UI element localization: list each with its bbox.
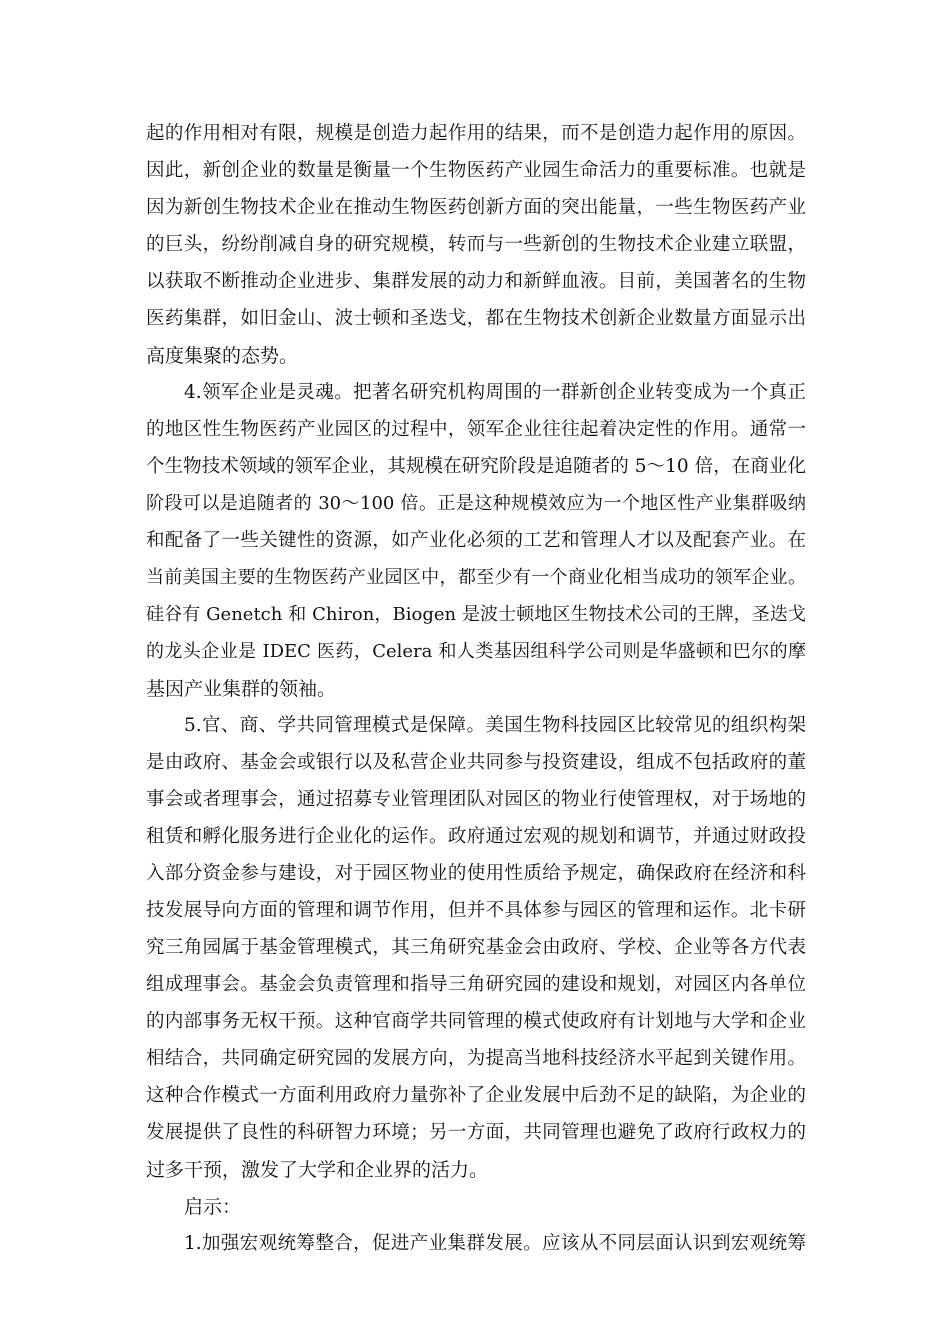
- text-line: 究三角园属于基金管理模式，其三角研究基金会由政府、学校、企业等各方代表: [146, 937, 806, 958]
- text-line: 发展提供了良性的科研智力环境；另一方面，共同管理也避免了政府行政权力的: [146, 1122, 806, 1143]
- text-line: 的内部事务无权干预。这种官商学共同管理的模式使政府有计划地与大学和企业: [146, 1011, 806, 1032]
- text-line: 个生物技术领域的领军企业，其规模在研究阶段是追随者的 5～10 倍，在商业化: [146, 456, 806, 477]
- text-line: 硅谷有 Genetch 和 Chiron，Biogen 是波士顿地区生物技术公司的王牌，圣迭戈: [146, 604, 806, 625]
- text-line: 起的作用相对有限，规模是创造力起作用的结果，而不是创造力起作用的原因。: [146, 123, 806, 144]
- paragraph-heading-line: 4.领军企业是灵魂。把著名研究机构周围的一群新创企业转变成为一个真正: [184, 382, 806, 403]
- text-line: 过多干预，激发了大学和企业界的活力。: [146, 1159, 489, 1181]
- text-line: 租赁和孵化服务进行企业化的运作。政府通过宏观的规划和调节，并通过财政投: [146, 826, 806, 847]
- text-line: 事会或者理事会，通过招募专业管理团队对园区的物业行使管理权，对于场地的: [146, 789, 806, 810]
- section-label: 启示：: [184, 1196, 242, 1218]
- text-line: 是由政府、基金会或银行以及私营企业共同参与投资建设，组成不包括政府的董: [146, 752, 806, 773]
- text-line: 这种合作模式一方面利用政府力量弥补了企业发展中后劲不足的缺陷，为企业的: [146, 1085, 806, 1106]
- text-line: 高度集聚的态势。: [146, 345, 299, 367]
- text-line: 以获取不断推动企业进步、集群发展的动力和新鲜血液。目前，美国著名的生物: [146, 271, 806, 292]
- text-line: 技发展导向方面的管理和调节作用，但并不具体参与园区的管理和运作。北卡研: [146, 900, 806, 921]
- text-line: 因此，新创企业的数量是衡量一个生物医药产业园生命活力的重要标准。也就是: [146, 160, 806, 181]
- paragraph-heading-line: 5.官、商、学共同管理模式是保障。美国生物科技园区比较常见的组织构架: [184, 715, 806, 736]
- text-line: 当前美国主要的生物医药产业园区中，都至少有一个商业化相当成功的领军企业。: [146, 567, 806, 588]
- text-line: 组成理事会。基金会负责管理和指导三角研究园的建设和规划，对园区内各单位: [146, 974, 806, 995]
- text-line: 因为新创生物技术企业在推动生物医药创新方面的突出能量，一些生物医药产业: [146, 197, 806, 218]
- text-line: 和配备了一些关键性的资源，如产业化必须的工艺和管理人才以及配套产业。在: [146, 530, 806, 551]
- text-line: 阶段可以是追随者的 30～100 倍。正是这种规模效应为一个地区性产业集群吸纳: [146, 493, 806, 514]
- text-line: 基因产业集群的领袖。: [146, 678, 337, 700]
- text-line: 的龙头企业是 IDEC 医药，Celera 和人类基因组科学公司则是华盛顿和巴尔的摩: [146, 641, 806, 662]
- text-line: 相结合，共同确定研究园的发展方向，为提高当地科技经济水平起到关键作用。: [146, 1048, 806, 1069]
- text-line: 医药集群，如旧金山、波士顿和圣迭戈，都在生物技术创新企业数量方面显示出: [146, 308, 806, 329]
- paragraph-heading-line: 1.加强宏观统筹整合，促进产业集群发展。应该从不同层面认识到宏观统筹: [184, 1233, 806, 1254]
- text-line: 入部分资金参与建设，对于园区物业的使用性质给予规定，确保政府在经济和科: [146, 863, 806, 884]
- text-line: 的地区性生物医药产业园区的过程中，领军企业往往起着决定性的作用。通常一: [146, 419, 806, 440]
- text-line: 的巨头，纷纷削减自身的研究规模，转而与一些新创的生物技术企业建立联盟，: [146, 234, 806, 255]
